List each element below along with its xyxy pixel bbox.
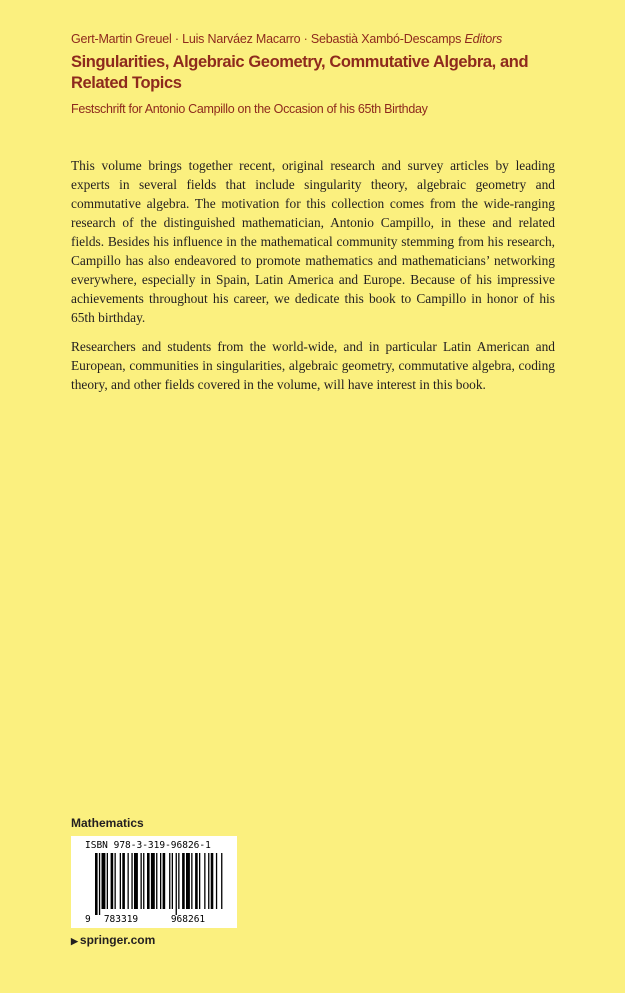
- barcode-bars: [95, 853, 222, 915]
- isbn-label: ISBN 978-3-319-96826-1: [85, 840, 211, 851]
- barcode-bar: [122, 853, 125, 909]
- barcode-bar: [134, 853, 138, 909]
- editors-role: Editors: [464, 32, 503, 46]
- barcode-bar: [199, 853, 200, 909]
- barcode-bar: [141, 853, 142, 909]
- barcode-bar: [178, 853, 179, 909]
- barcode-bar: [208, 853, 209, 909]
- barcode-bar: [182, 853, 185, 909]
- barcode-bar: [191, 853, 192, 909]
- barcode-bar: [143, 853, 144, 909]
- barcode-bar: [169, 853, 170, 909]
- barcode-bar: [204, 853, 205, 909]
- book-title: Singularities, Algebraic Geometry, Commutative Algebra, and Related Topics: [71, 53, 529, 92]
- barcode-bar: [211, 853, 214, 909]
- barcode-bar: [186, 853, 190, 909]
- barcode-bar: [95, 853, 98, 915]
- barcode-bar: [99, 853, 100, 915]
- barcode-bar: [221, 853, 222, 909]
- barcode-bar: [163, 853, 166, 909]
- barcode-bar: [172, 853, 173, 909]
- barcode-bar: [195, 853, 198, 909]
- subject-category: Mathematics: [71, 816, 144, 830]
- barcode-bar: [115, 853, 116, 909]
- publisher-link[interactable]: [71, 933, 155, 947]
- blurb-paragraph-2: Researchers and students from the world-wide, and in particular Latin American and European, communities in singularities, algebraic geometry, commutative algebra, coding theory, and other fields covered in the volume, will have interest in this book.: [71, 339, 555, 392]
- isbn-barcode: [71, 836, 237, 928]
- barcode-bar: [160, 853, 161, 909]
- barcode-digits-right: 968261: [170, 914, 206, 925]
- barcode-bar: [156, 853, 157, 909]
- blurb-paragraph-1: This volume brings together recent, original research and survey articles by leading experts in several fields that include singularity theory, algebraic geometry and commutative algebra. The motivation for this collection comes from the wide-ranging research of the distinguished mathematician, Antonio Campillo, in these and related fields. Besides his influence in the mathematical community stemming from his research, Campillo has also endeavored to promote mathematics and mathematicians’ networking everywhere, especially in Spain, Latin America and Europe. Because of his impressive achievements throughout his career, we dedicate this book to Campillo in honor of his 65th birthday.: [71, 158, 555, 325]
- barcode-graphic: [71, 836, 237, 928]
- barcode-bar: [176, 853, 177, 915]
- editors-line: [71, 32, 502, 46]
- barcode-bar: [111, 853, 114, 909]
- barcode-bar: [147, 853, 150, 909]
- publisher-url: springer.com: [79, 933, 156, 947]
- barcode-bar: [131, 853, 132, 909]
- barcode-digits-left: 783319: [103, 914, 139, 925]
- editors-names: Gert-Martin Greuel · Luis Narváez Macarro · Sebastià Xambó-Descamps: [71, 32, 462, 46]
- barcode-bar: [120, 853, 121, 909]
- barcode-bar: [151, 853, 155, 909]
- barcode-bar: [107, 853, 108, 909]
- barcode-bar: [128, 853, 129, 909]
- arrow-right-icon: ▶: [71, 936, 78, 946]
- barcode-bar: [216, 853, 217, 909]
- blurb: [71, 156, 555, 404]
- barcode-bar: [102, 853, 106, 909]
- book-subtitle: Festschrift for Antonio Campillo on the Occasion of his 65th Birthday: [71, 102, 428, 116]
- barcode-digit-lead: 9: [85, 914, 91, 925]
